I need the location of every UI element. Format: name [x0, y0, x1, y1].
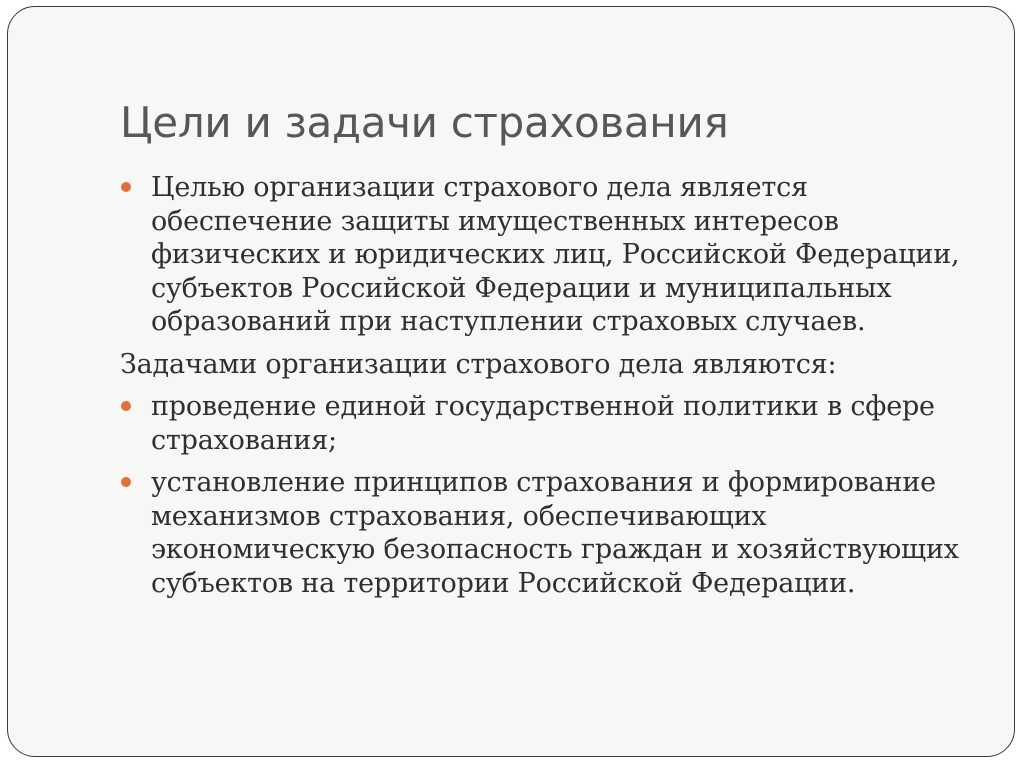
bullet-dot-icon: [121, 401, 131, 411]
slide-body: [120, 171, 990, 609]
slide-title: Цели и задачи страхования: [120, 98, 729, 147]
bullet-text: Целью организации страхового дела является обеспечение защиты имущественных интересов физических и юридических лиц, Российской Федерации, субъектов Российской Федерации и муниципальных образований при наступлении страховых случаев.: [151, 172, 960, 337]
bullet-item-goal: [120, 171, 990, 339]
tasks-heading: [120, 348, 990, 382]
bullet-item-principles: [120, 466, 990, 600]
bullet-text: установление принципов страхования и формирование механизмов страхования, обеспечивающих экономическую безопасность граждан и хозяйствующих субъектов на территории Российской Федерации.: [151, 467, 959, 599]
bullet-dot-icon: [121, 182, 131, 192]
bullet-item-policy: [120, 390, 990, 457]
bullet-dot-icon: [121, 477, 131, 487]
slide-frame: [7, 6, 1015, 757]
bullet-text: проведение единой государственной политики в сфере страхования;: [151, 391, 935, 456]
tasks-heading-text: Задачами организации страхового дела являются:: [120, 348, 837, 380]
